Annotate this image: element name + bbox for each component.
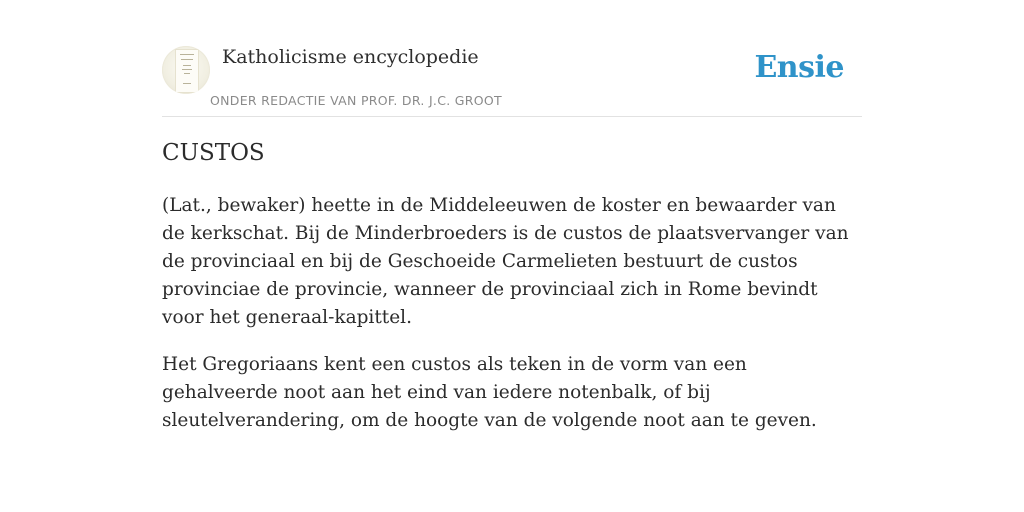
page-container: [162, 0, 862, 431]
editor-credit: ONDER REDACTIE VAN PROF. DR. J.C. GROOT: [210, 93, 502, 108]
entry-paragraph: (Lat., bewaker) heette in de Middeleeuwen de koster en bewaarder van de kerkschat. Bij de Minderbroeders is de custos de plaatsvervanger van de provinciaal en bij de Geschoeide Carmelieten bestuurt de custos provinciae de provincie, wanneer de provinciaal zich in Rome bevindt voor het generaal-kapittel.: [162, 195, 849, 328]
entry-body: [162, 192, 862, 454]
book-title-link[interactable]: Katholicisme encyclopedie: [222, 46, 479, 68]
book-cover-page: [175, 49, 199, 93]
ensie-logo-link[interactable]: Ensie: [754, 50, 844, 85]
entry-paragraph: Het Gregoriaans kent een custos als teken in de vorm van een gehalveerde noot aan het eind van iedere notenbalk, of bij sleutelverandering, om de hoogte van de volgende noot aan te geven.: [162, 354, 817, 431]
entry-title: CUSTOS: [162, 140, 265, 166]
encyclopedia-header: [162, 0, 862, 117]
book-cover-icon[interactable]: [162, 46, 210, 94]
